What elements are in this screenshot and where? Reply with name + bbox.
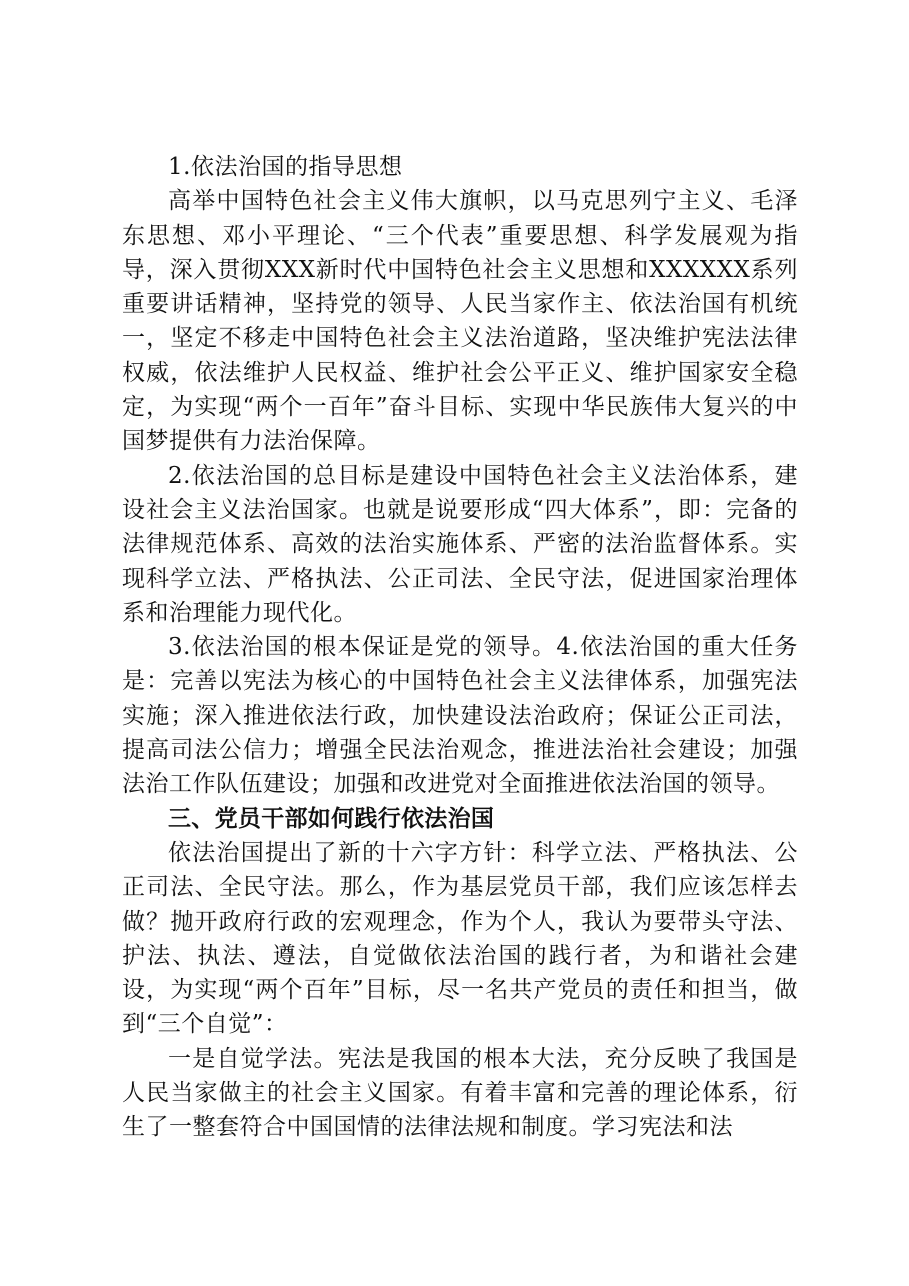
paragraph-guiding-thought: 高举中国特色社会主义伟大旗帜，以马克思列宁主义、毛泽东思想、邓小平理论、“三个代表”重要思想、科学发展观为指导，深入贯彻XXX新时代中国特色社会主义思想和XXXXXX系列重要讲话精神，坚持党的领导、人民当家作主、依法治国有机统一，坚定不移走中国特色社会主义法治道路，坚决维护宪法法律权威，依法维护人民权益、维护社会公平正义、维护国家安全稳定，为实现“两个一百年”奋斗目标、实现中华民族伟大复兴的中国梦提供有力法治保障。 bbox=[122, 188, 798, 455]
section-heading-three: 三、党员干部如何践行依法治国 bbox=[168, 805, 495, 832]
paragraph-guarantee-and-tasks: 3.依法治国的根本保证是党的领导。4.依法治国的重大任务是：完善以宪法为核心的中国特色社会主义法律体系，加强宪法实施；深入推进依法行政，加快建设法治政府；保证公正司法，提高司法公信力；增强全民法治观念，推进法治社会建设；加强法治工作队伍建设；加强和改进党对全面推进依法治国的领导。 bbox=[122, 634, 798, 798]
subsection-title-guiding-thought: 1.依法治国的指导思想 bbox=[168, 154, 403, 180]
paragraph-sixteen-character-policy: 依法治国提出了新的十六字方针：科学立法、严格执法、公正司法、全民守法。那么，作为基层党员干部，我们应该怎样去做？抛开政府行政的宏观理念，作为个人，我认为要带头守法、护法、执法、遵法，自觉做依法治国的践行者，为和谐社会建设，为实现“两个百年”目标，尽一名共产党员的责任和担当，做到“三个自觉”： bbox=[122, 839, 798, 1038]
document-body bbox=[122, 150, 798, 1145]
paragraph-study-law: 一是自觉学法。宪法是我国的根本大法，充分反映了我国是人民当家做主的社会主义国家。有着丰富和完善的理论体系，衍生了一整套符合中国国情的法律法规和制度。学习宪法和法 bbox=[122, 1045, 798, 1141]
paragraph-overall-goal: 2.依法治国的总目标是建设中国特色社会主义法治体系，建设社会主义法治国家。也就是说要形成“四大体系”，即：完备的法律规范体系、高效的法治实施体系、严密的法治监督体系。实现科学立法、严格执法、公正司法、全民守法，促进国家治理体系和治理能力现代化。 bbox=[122, 462, 798, 626]
